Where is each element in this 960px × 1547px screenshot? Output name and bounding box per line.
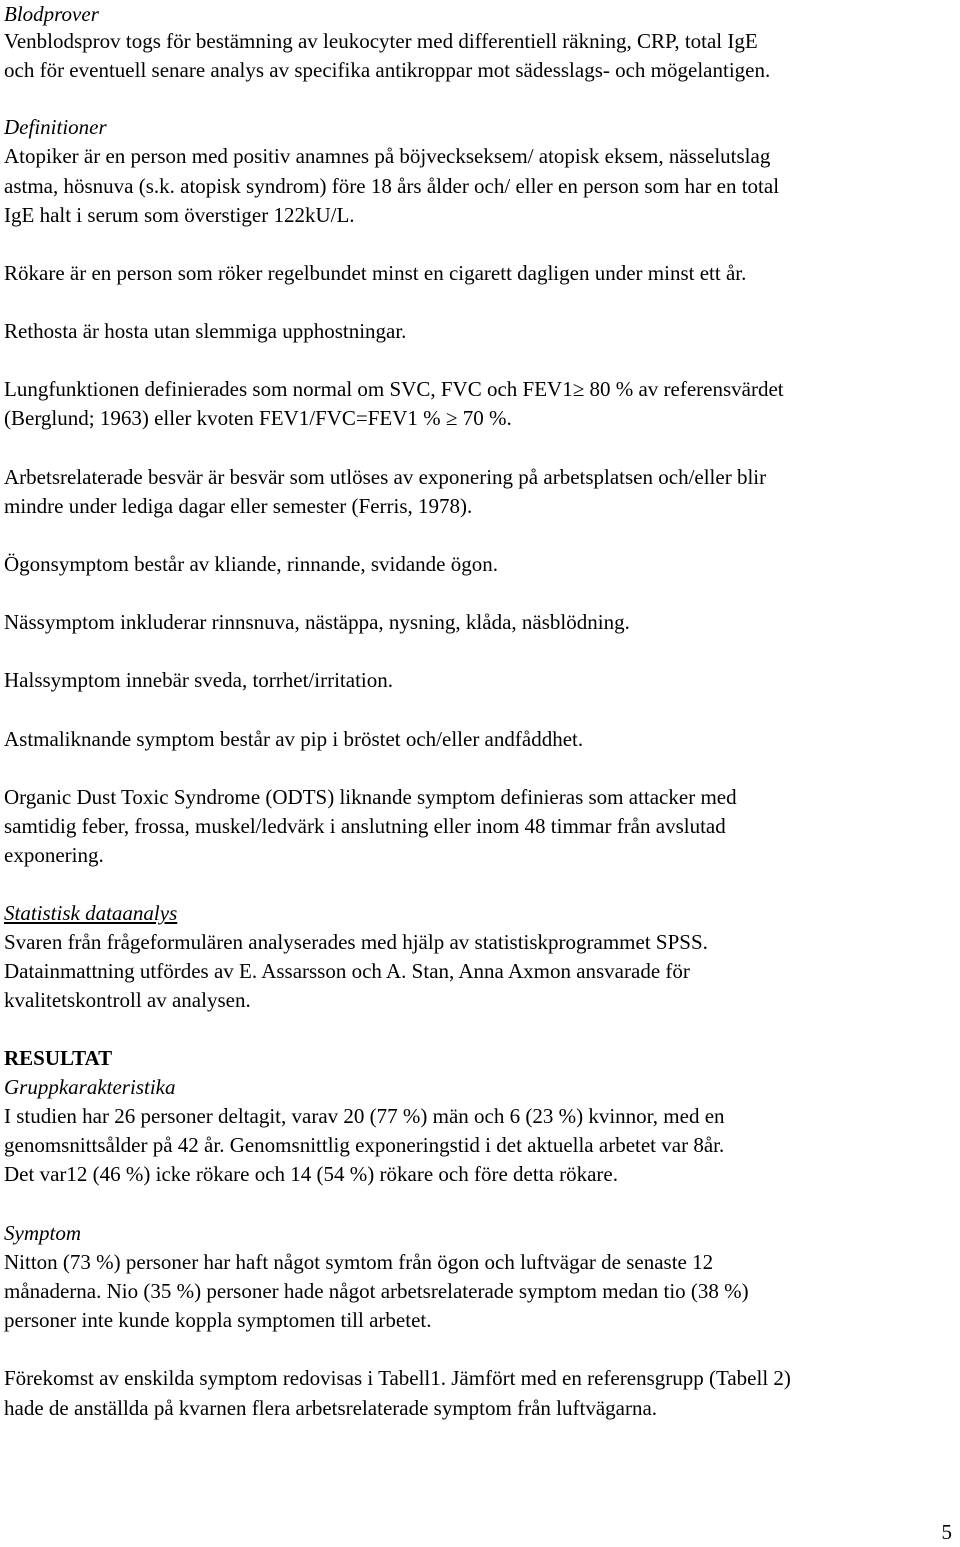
text-line: Astmaliknande symptom består av pip i bröstet och/eller andfåddhet.: [4, 727, 584, 751]
text-line: exponering.: [4, 843, 104, 867]
heading-blodprover: Blodprover: [4, 2, 99, 26]
text-line: Förekomst av enskilda symptom redovisas i Tabell1. Jämfört med en referensgrupp (Tabell 2): [4, 1366, 791, 1390]
text-line: Atopiker är en person med positiv anamnes på böjveckseksem/ atopisk eksem, nässelutslag: [4, 144, 771, 168]
text-line: kvalitetskontroll av analysen.: [4, 988, 251, 1012]
text-line: Ögonsymptom består av kliande, rinnande, svidande ögon.: [4, 552, 498, 576]
text-line: (Berglund; 1963) eller kvoten FEV1/FVC=FEV1 % ≥ 70 %.: [4, 406, 512, 430]
text-line: samtidig feber, frossa, muskel/ledvärk i anslutning eller inom 48 timmar från avslutad: [4, 814, 726, 838]
text-line: mindre under lediga dagar eller semester (Ferris, 1978).: [4, 494, 473, 518]
heading-gruppkarakteristika: Gruppkarakteristika: [4, 1075, 176, 1099]
text-line: Venblodsprov togs för bestämning av leukocyter med differentiell räkning, CRP, total IgE: [4, 29, 758, 53]
text-line: Svaren från frågeformulären analyserades med hjälp av statistiskprogrammet SPSS.: [4, 930, 708, 954]
heading-definitioner: Definitioner: [4, 115, 107, 139]
text-line: IgE halt i serum som överstiger 122kU/L.: [4, 203, 355, 227]
text-line: genomsnittsålder på 42 år. Genomsnittlig exponeringstid i det aktuella arbetet var 8år.: [4, 1133, 725, 1157]
text-line: Datainmattning utfördes av E. Assarsson och A. Stan, Anna Axmon ansvarade för: [4, 959, 690, 983]
text-line: personer inte kunde koppla symptomen till arbetet.: [4, 1308, 432, 1332]
text-line: Det var12 (46 %) icke rökare och 14 (54 %) rökare och före detta rökare.: [4, 1162, 618, 1186]
text-line: månaderna. Nio (35 %) personer hade något arbetsrelaterade symptom medan tio (38 %): [4, 1279, 749, 1303]
text-line: Organic Dust Toxic Syndrome (ODTS) liknande symptom definieras som attacker med: [4, 785, 737, 809]
text-line: Rethosta är hosta utan slemmiga upphostningar.: [4, 319, 407, 343]
text-line: Nitton (73 %) personer har haft något symtom från ögon och luftvägar de senaste 12: [4, 1250, 714, 1274]
heading-resultat: RESULTAT: [4, 1046, 113, 1070]
text-line: hade de anställda på kvarnen flera arbetsrelaterade symptom från luftvägarna.: [4, 1396, 658, 1420]
heading-statistisk-dataanalys: Statistisk dataanalys: [4, 901, 178, 925]
page-number: 5: [941, 1520, 952, 1544]
text-line: astma, hösnuva (s.k. atopisk syndrom) före 18 års ålder och/ eller en person som har en total: [4, 174, 780, 198]
text-line: Rökare är en person som röker regelbundet minst en cigarett dagligen under minst ett år.: [4, 261, 747, 285]
text-line: Halssymptom innebär sveda, torrhet/irritation.: [4, 668, 393, 692]
text-line: Lungfunktionen definierades som normal om SVC, FVC och FEV1≥ 80 % av referensvärdet: [4, 377, 784, 401]
text-line: Arbetsrelaterade besvär är besvär som utlöses av exponering på arbetsplatsen och/eller blir: [4, 465, 767, 489]
text-line: I studien har 26 personer deltagit, varav 20 (77 %) män och 6 (23 %) kvinnor, med en: [4, 1104, 725, 1128]
heading-symptom: Symptom: [4, 1221, 81, 1245]
text-line: Nässymptom inkluderar rinnsnuva, nästäppa, nysning, klåda, näsblödning.: [4, 610, 630, 634]
text-line: och för eventuell senare analys av specifika antikroppar mot sädesslags- och mögelantigen.: [4, 58, 771, 82]
